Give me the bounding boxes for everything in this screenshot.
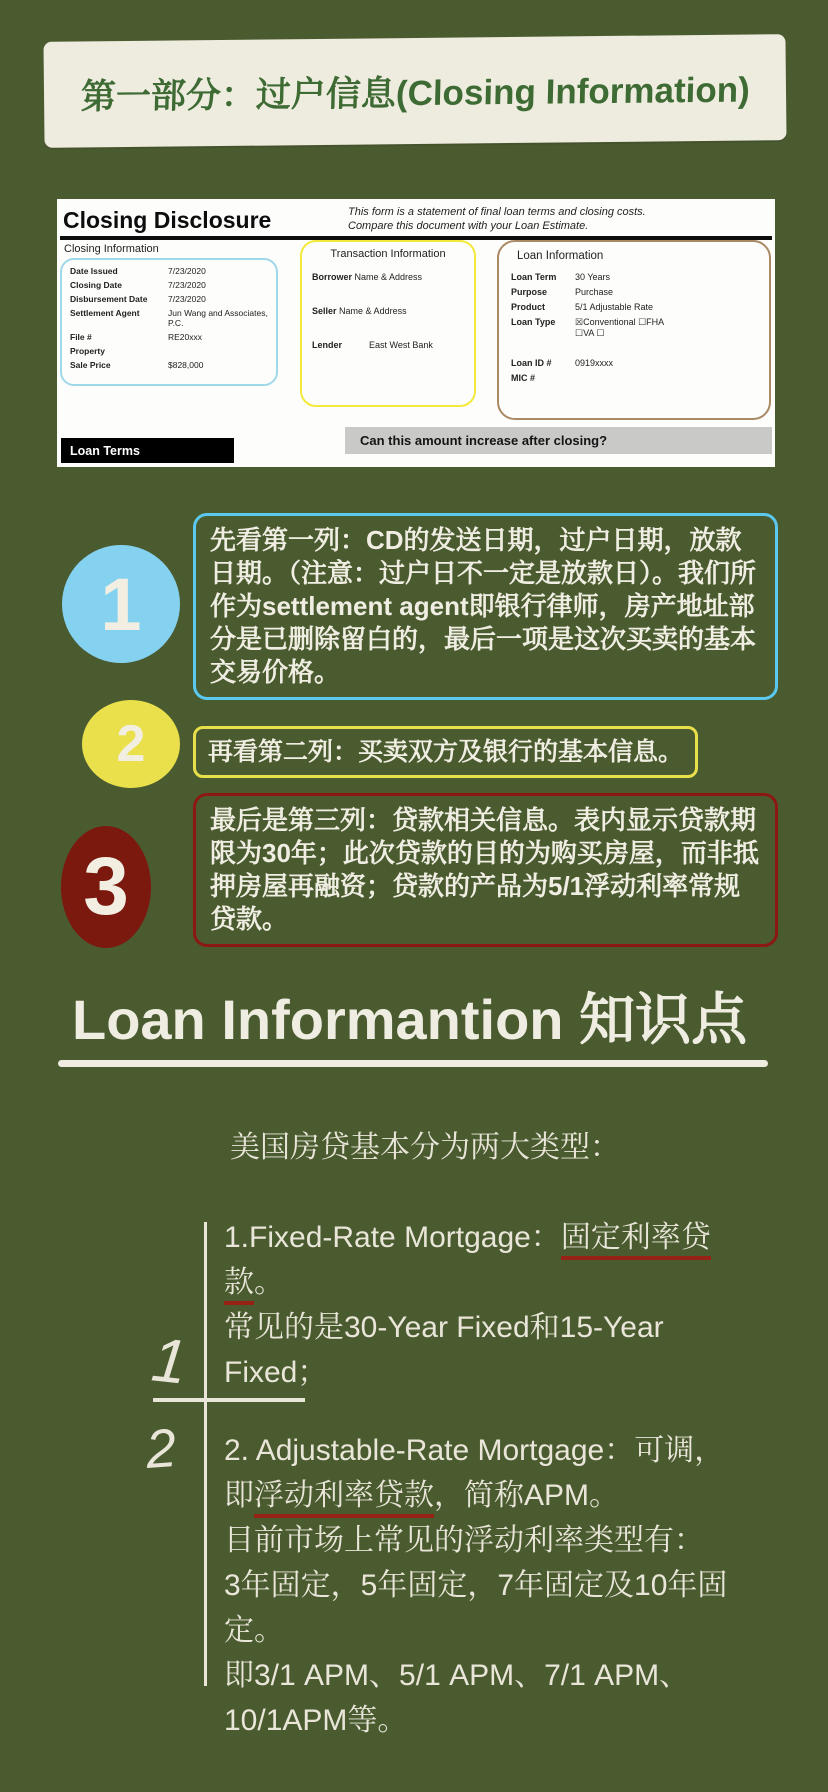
text-line: 2. Adjustable-Rate Mortgage：可调， <box>224 1434 725 1467</box>
field-value: RE20xxx <box>168 332 203 342</box>
form-note-line2: Compare this document with your Loan Estimate. <box>348 220 589 232</box>
red-underlined-text: 浮动利率贷款 <box>254 1479 434 1518</box>
field-value <box>575 373 757 383</box>
step-2-number: 2 <box>116 715 146 773</box>
step-1-number: 1 <box>100 562 142 646</box>
field-label: Date Issued <box>70 266 118 276</box>
step-1-text: 先看第一列：CD的发送日期，过户日期，放款日期。（注意：过户日不一定是放款日）。我们所作为settlement agent即银行律师，房产地址部分是已删除留白的，最后一项是这次买卖的基本交易价格。 <box>210 525 757 687</box>
fixed-rate-mortgage-item <box>224 1215 711 1395</box>
title-banner <box>43 34 786 148</box>
increase-question-bar: Can this amount increase after closing? <box>345 427 772 454</box>
item-2-marker: 2 <box>143 1418 179 1480</box>
heading-underline <box>58 1060 768 1067</box>
field-label: Borrower <box>312 272 353 282</box>
text-segment: ，简称APM。 <box>434 1479 620 1512</box>
text-line: 常见的是30-Year Fixed和15-Year <box>224 1311 664 1344</box>
field-label: MIC # <box>511 373 536 383</box>
loan-type-line1: ☒Conventional ☐FHA <box>575 317 665 327</box>
step-3-badge <box>61 826 151 948</box>
text-segment: 即 <box>224 1479 254 1512</box>
loan-type-line2: ☐VA ☐ <box>575 328 605 338</box>
step-3-note <box>193 793 778 947</box>
list-horizontal-line <box>153 1398 305 1402</box>
step-3-number: 3 <box>83 841 129 932</box>
field-label: Closing Date <box>70 280 122 290</box>
text-line: Fixed； <box>224 1356 328 1389</box>
field-label: Sale Price <box>70 360 111 370</box>
knowledge-intro: 美国房贷基本分为两大类型： <box>230 1131 620 1164</box>
page-title: 第一部分：过户信息(Closing Information) <box>80 70 750 117</box>
step-2-text: 再看第二列：买卖双方及银行的基本信息。 <box>208 738 684 766</box>
field-value: Jun Wang and Associates, P.C. <box>168 308 268 328</box>
form-title: Closing Disclosure <box>63 207 272 233</box>
text-line <box>224 1215 711 1260</box>
field-value: Name & Address <box>354 272 423 282</box>
text-segment: 。 <box>254 1266 284 1299</box>
field-value: 7/23/2020 <box>168 280 206 290</box>
red-underlined-text: 款 <box>224 1266 254 1305</box>
transaction-information-heading: Transaction Information <box>330 248 446 260</box>
field-label: Loan Type <box>511 317 556 327</box>
field-value: 30 Years <box>575 272 611 282</box>
field-value: Purchase <box>575 287 614 297</box>
transaction-row <box>312 306 464 316</box>
field-value: $828,000 <box>168 360 204 370</box>
field-label: Loan ID # <box>511 358 552 368</box>
step-1-badge <box>62 545 180 663</box>
field-label: Lender <box>312 340 343 350</box>
field-label: Loan Term <box>511 272 557 282</box>
step-1-note <box>193 513 778 700</box>
step-3-text: 最后是第三列：贷款相关信息。表内显示贷款期限为30年；此次贷款的目的为购买房屋，而非抵押房屋再融资；贷款的产品为5/1浮动利率常规贷款。 <box>210 805 759 934</box>
text-line: 定。 <box>224 1614 284 1647</box>
loan-type-checkboxes <box>575 317 757 339</box>
closing-information-rows <box>70 266 268 370</box>
closing-information-heading: Closing Information <box>64 243 159 255</box>
text-line: 即3/1 APM、5/1 APM、7/1 APM、 <box>224 1659 690 1692</box>
field-label: Settlement Agent <box>70 308 140 318</box>
text-segment: 1.Fixed-Rate Mortgage： <box>224 1221 561 1254</box>
field-value: 7/23/2020 <box>168 294 206 304</box>
list-vertical-line <box>204 1222 207 1686</box>
form-note <box>348 205 772 233</box>
form-note-line1: This form is a statement of final loan terms and closing costs. <box>348 206 646 218</box>
loan-terms-bar: Loan Terms <box>60 437 235 464</box>
knowledge-heading: Loan Informantion 知识点 <box>72 988 748 1051</box>
field-value: 5/1 Adjustable Rate <box>575 302 654 312</box>
text-line: 3年固定，5年固定，7年固定及10年固 <box>224 1569 728 1602</box>
field-label: Disbursement Date <box>70 294 148 304</box>
field-value: 7/23/2020 <box>168 266 206 276</box>
field-label: Purpose <box>511 287 548 297</box>
loan-information-box <box>497 240 771 420</box>
closing-information-box <box>60 258 278 386</box>
adjustable-rate-mortgage-item <box>224 1428 727 1743</box>
step-2-note <box>193 726 698 778</box>
field-label: File # <box>70 332 92 342</box>
text-line: 目前市场上常见的浮动利率类型有： <box>224 1524 704 1557</box>
field-value: East West Bank <box>369 340 433 350</box>
field-value: 0919xxxx <box>575 358 614 368</box>
transaction-row <box>312 272 464 282</box>
loan-information-rows <box>511 272 757 383</box>
transaction-row <box>312 340 464 350</box>
field-label: Product <box>511 302 546 312</box>
text-line <box>224 1473 727 1518</box>
field-label: Property <box>70 346 105 356</box>
closing-disclosure-screenshot <box>57 199 775 467</box>
red-underlined-text: 固定利率贷 <box>561 1221 711 1260</box>
loan-information-heading: Loan Information <box>517 250 604 262</box>
text-line: 10/1APM等。 <box>224 1704 408 1737</box>
field-value <box>168 346 268 356</box>
field-value: Name & Address <box>339 306 407 316</box>
text-line <box>224 1260 711 1305</box>
item-1-marker: 1 <box>148 1325 190 1398</box>
transaction-information-box <box>300 240 476 407</box>
field-label: Seller <box>312 306 337 316</box>
step-2-badge <box>82 700 180 788</box>
